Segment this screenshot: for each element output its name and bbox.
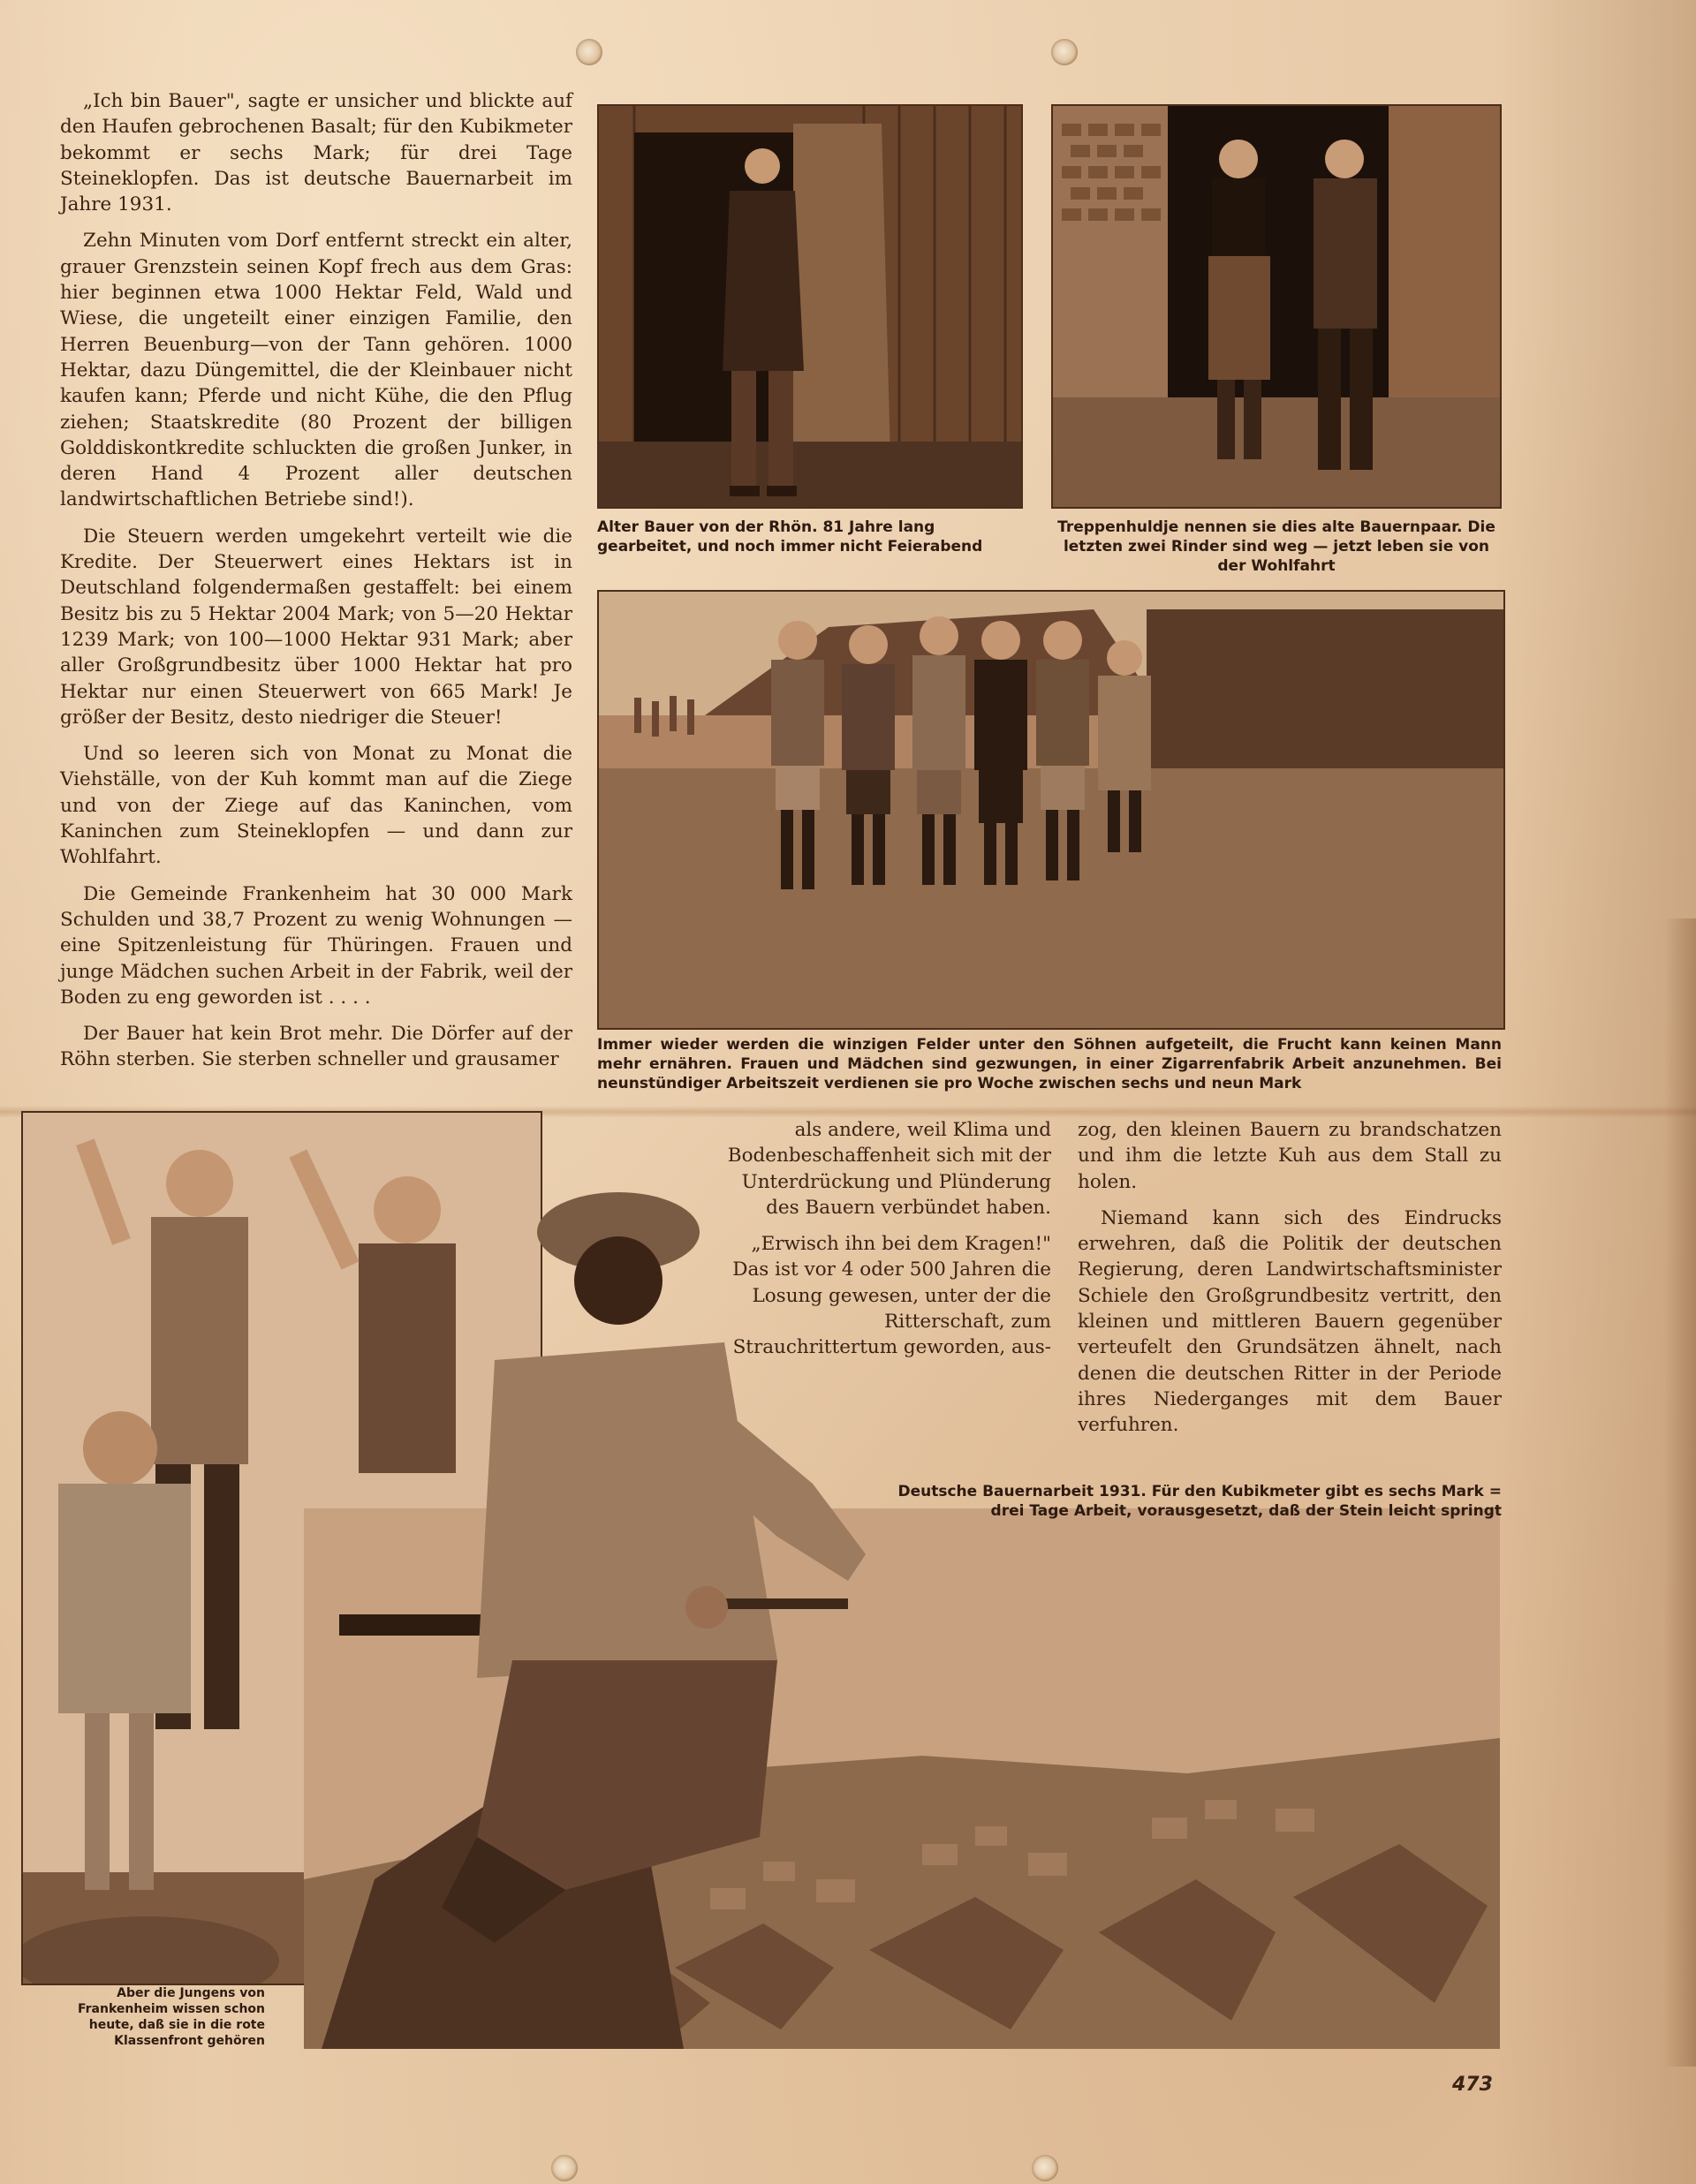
- paragraph: Und so leeren sich von Monat zu Monat die Viehställe, von der Kuh kommt man auf die Ziege und von der Ziege auf das Kaninchen, vom Kaninchen zum Steineklopfen — und dann zur Wohlfahrt.: [60, 743, 572, 869]
- caption-children: Aber die Jungens von Frankenheim wissen schon heute, daß sie in die rote Klassenfront gehören: [77, 1986, 265, 2048]
- paragraph: zog, den kleinen Bauern zu brandschatzen und ihm die letzte Kuh aus dem Stall zu holen.: [1078, 1119, 1502, 1193]
- punch-hole-bottom-left: [551, 2155, 578, 2181]
- paragraph: „Erwisch ihn bei dem Kragen!" Das ist vor 4 oder 500 Jahren die Losung gewesen, unter der die Ritterschaft, zum Strauchrittertum geworden, aus-: [732, 1233, 1051, 1359]
- photo-old-farmer: [597, 104, 1023, 509]
- caption-stone-breaker: Deutsche Bauernarbeit 1931. Für den Kubikmeter gibt es sechs Mark = drei Tage Arbeit, vorausgesetzt, daß der Stein leicht springt: [897, 1483, 1502, 1520]
- paragraph: „Ich bin Bauer", sagte er unsicher und blickte auf den Haufen gebrochenen Basalt; für den Kubikmeter bekommt er sechs Mark; für drei Tage Steineklopfen. Das ist deutsche Bauernarbeit im Jahre 1931.: [60, 90, 572, 216]
- article-column-left: [60, 88, 572, 1084]
- page-number: 473: [1452, 2074, 1493, 2096]
- caption-old-farmer: Alter Bauer von der Rhön. 81 Jahre lang gearbeitet, und noch immer nicht Feierabend: [597, 518, 983, 555]
- paragraph: Der Bauer hat kein Brot mehr. Die Dörfer auf der Röhn sterben. Sie sterben schneller und grausamer: [60, 1023, 572, 1071]
- caption-farm-couple: Treppenhuldje nennen sie dies alte Bauernpaar. Die letzten zwei Rinder sind weg — jetzt leben sie von der Wohlfahrt: [1057, 518, 1495, 575]
- paragraph: Die Gemeinde Frankenheim hat 30 000 Mark Schulden und 38,7 Prozent zu wenig Wohnungen — eine Spitzenleistung für Thüringen. Frauen und junge Mädchen suchen Arbeit in der Fabrik, weil der Boden zu eng geworden ist . . . .: [60, 882, 572, 1009]
- punch-hole-top-left: [576, 39, 602, 65]
- paragraph: Zehn Minuten vom Dorf entfernt streckt ein alter, grauer Grenzstein seinen Kopf frech aus dem Gras: hier beginnen etwa 1000 Hektar Feld, Wald und Wiese, die ungeteilt einer einzigen Familie, den Herren Beuenburg—von der Tann gehören. 1000 Hektar, dazu Düngemittel, die der Kleinbauer nicht kaufen kann; Pferde und nicht Kühe, die den Pflug ziehen; Staatskredite (80 Prozent der billigen Golddiskontkredite schluckten die großen Junker, in deren Hand 4 Prozent aller deutschen landwirtschaftlichen Betriebe sind!).: [60, 230, 572, 511]
- photo-farm-couple: [1051, 104, 1502, 509]
- article-column-right: [1078, 1117, 1502, 1449]
- punch-hole-top-right: [1051, 39, 1078, 65]
- paragraph: Niemand kann sich des Eindrucks erwehren, daß die Politik der deutschen Regierung, deren Landwirtschaftsminister Schiele den Großgrundbesitz vertritt, den kleinen und mittleren Bauern gegenüber verteufelt den Grundsätzen ähnelt, nach denen die deutschen Ritter in der Periode ihres Niederganges mit dem Bauer verfuhren.: [1078, 1206, 1502, 1437]
- paragraph: Die Steuern werden umgekehrt verteilt wie die Kredite. Der Steuerwert eines Hektars ist in Deutschland folgendermaßen gestaffelt: bei einem Besitz bis zu 5 Hektar 2004 Mark; von 5—20 Hektar 1239 Mark; von 100—1000 Hektar 931 Mark; aber aller Großgrundbesitz über 1000 Hektar hat pro Hektar nur einen Steuerwert von 665 Mark! Je größer der Besitz, desto niedriger die Steuer!: [60, 525, 572, 729]
- caption-women-walking: Immer wieder werden die winzigen Felder unter den Söhnen aufgeteilt, die Frucht kann keinen Mann mehr ernähren. Frauen und Mädchen sind gezwungen, in einer Zigarrenfabrik Arbeit anzunehmen. Bei neunstündiger Arbeitszeit verdienen sie pro Woche zwischen sechs und neun Mark: [597, 1036, 1502, 1092]
- punch-hole-bottom-right: [1032, 2155, 1058, 2181]
- paragraph: als andere, weil Klima und Bodenbeschaffenheit sich mit der Unterdrückung und Plünderung des Bauern verbündet haben.: [727, 1119, 1051, 1219]
- article-column-middle: [724, 1117, 1051, 1372]
- torn-page-edge: [1664, 918, 1696, 2067]
- photo-women-walking: [597, 590, 1505, 1030]
